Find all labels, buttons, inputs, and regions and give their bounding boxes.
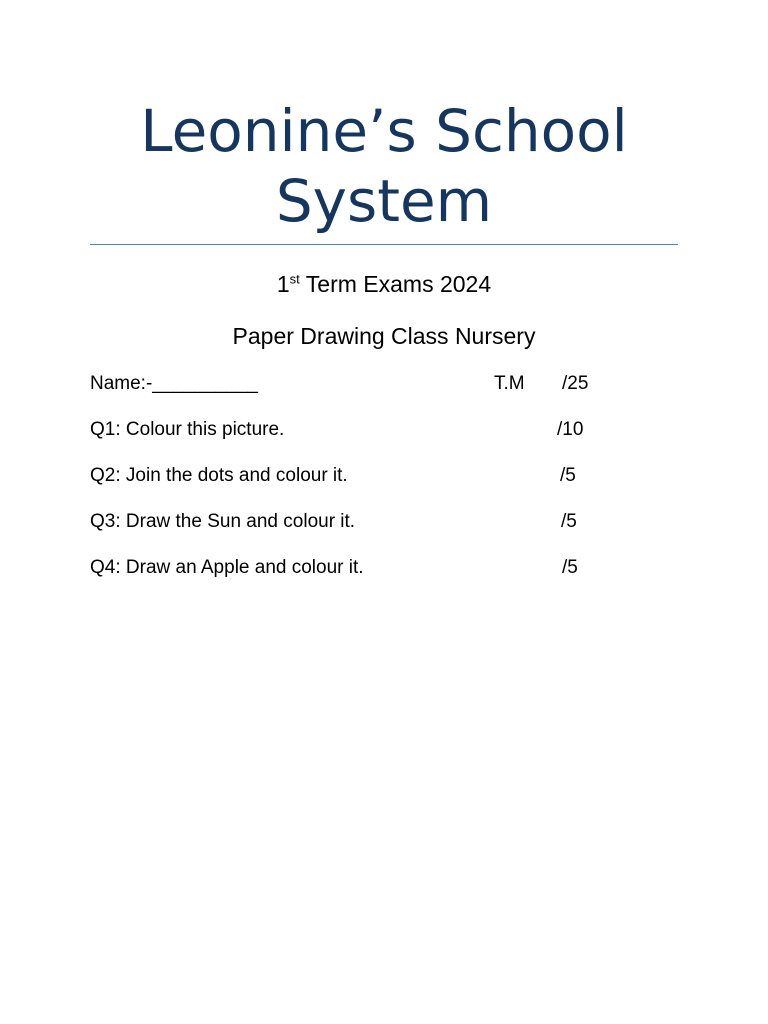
term-title: Term Exams 2024 [299, 271, 492, 297]
school-title [90, 0, 678, 236]
question-marks: /5 [560, 465, 576, 486]
question-marks: /5 [562, 557, 578, 578]
question-marks: /10 [557, 419, 584, 440]
question-row-3 [90, 509, 678, 555]
name-label: Name:-__________ [90, 373, 258, 394]
school-title-line-2: System [275, 167, 493, 235]
question-label: Q3: Draw the Sun and colour it. [90, 511, 356, 532]
term-ordinal-suffix: st [289, 271, 300, 287]
exam-term-heading [90, 269, 678, 299]
total-marks-value: /25 [562, 373, 589, 394]
question-label: Q4: Draw an Apple and colour it. [90, 557, 364, 578]
question-row-2 [90, 463, 678, 509]
question-row-4 [90, 555, 678, 601]
school-title-line-1: Leonine’s School [140, 97, 628, 165]
title-divider [90, 244, 678, 245]
question-list [90, 371, 678, 601]
name-row [90, 371, 678, 417]
question-row-1 [90, 417, 678, 463]
question-label: Q1: Colour this picture. [90, 419, 285, 440]
question-marks: /5 [561, 511, 577, 532]
total-marks-label: T.M [494, 373, 525, 394]
term-number: 1 [276, 271, 290, 297]
question-label: Q2: Join the dots and colour it. [90, 465, 348, 486]
exam-subject-heading: Paper Drawing Class Nursery [232, 323, 536, 349]
